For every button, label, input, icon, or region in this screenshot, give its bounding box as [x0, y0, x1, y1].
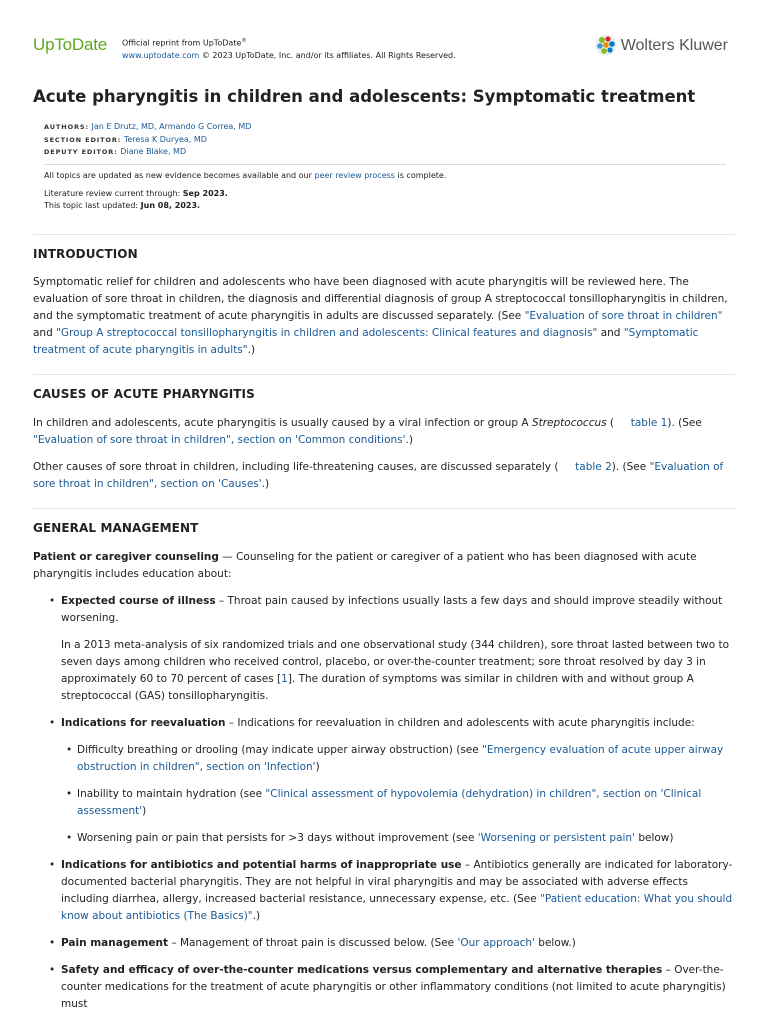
section-editor-row: [44, 134, 726, 147]
bullet: •: [66, 744, 73, 756]
uptodate-logo[interactable]: UpToDate: [33, 35, 107, 54]
lit-review-date: Sep 2023.: [182, 189, 228, 198]
antibiotics-education-link[interactable]: "Patient education: What you should know about antibiotics (The Basics)": [61, 893, 733, 922]
bullet: •: [66, 832, 73, 844]
intro-and: and: [33, 327, 57, 339]
causes-mid: ). (See: [667, 417, 702, 429]
hypovolemia-link[interactable]: "Clinical assessment of hypovolemia (dehydration) in children", section on 'Clinical assessment': [77, 788, 702, 817]
sub-end: ): [142, 805, 147, 817]
intro-end: .): [247, 344, 256, 356]
item-title: Safety and efficacy of over-the-counter medications versus complementary and alternative therapies: [61, 964, 663, 976]
general-management-heading: GENERAL MANAGEMENT: [33, 521, 199, 535]
item-end: .): [252, 910, 261, 922]
list-item: [33, 715, 735, 847]
publisher-logo[interactable]: [595, 34, 728, 56]
intro-link-adults[interactable]: "Symptomatic treatment of acute pharyngitis in adults": [33, 327, 699, 356]
update-note-text: All topics are updated as new evidence becomes available and our: [44, 170, 315, 180]
counseling-text: — Counseling for the patient or caregiver of a patient who has been diagnosed with acute pharyngitis includes education about:: [33, 551, 697, 580]
intro-text: Symptomatic relief for children and adolescents who have been diagnosed with acute pharyngitis will be reviewed here. The evaluation of sore throat in children, the diagnosis and differential diagnosis of group A streptococcal tonsillopharyngitis in children, and the symptomatic treatment of acute pharyngitis in adults are discussed separately. (See: [33, 276, 728, 322]
sub-list-item: [61, 830, 735, 847]
causes-link-common[interactable]: "Evaluation of sore throat in children", section on 'Common conditions': [33, 434, 406, 446]
item-title: Indications for reevaluation: [61, 717, 226, 729]
meta-text-end: ]. The duration of symptoms was similar in children with and without group A streptococcal (GAS) tonsillopharyngitis.: [61, 673, 694, 702]
site-link[interactable]: www.uptodate.com: [122, 50, 200, 60]
reference-link[interactable]: 1: [281, 673, 288, 685]
causes-paren: (: [606, 417, 615, 429]
sub-list-item: [61, 742, 735, 776]
deputy-editor-label: DEPUTY EDITOR:: [44, 148, 118, 156]
counseling-title: Patient or caregiver counseling: [33, 551, 219, 563]
page-title: Acute pharyngitis in children and adolescents: Symptomatic treatment: [33, 87, 696, 106]
lit-review-label: Literature review current through:: [44, 189, 183, 198]
list-item: [33, 857, 735, 925]
intro-link-sore-throat[interactable]: "Evaluation of sore throat in children": [524, 310, 723, 322]
section-divider: [33, 234, 735, 235]
item-text: – Indications for reevaluation in children and adolescents with acute pharyngitis include:: [225, 717, 695, 729]
causes-paragraph-1: [33, 415, 735, 449]
deputy-editor-link[interactable]: Diane Blake, MD: [120, 147, 187, 156]
causes-mid-2: ). (See: [611, 461, 650, 473]
bullet: •: [49, 717, 56, 729]
reprint-line: Official reprint from UpToDate: [122, 38, 242, 48]
update-note: [44, 170, 726, 182]
bullet: •: [66, 788, 73, 800]
authors-label: AUTHORS:: [44, 123, 89, 131]
item-text: – Antibiotics generally are indicated for laboratory-documented bacterial pharyngitis. They are not helpful in viral pharyngitis and may be associated with adverse effects including diarrhea, allergy, increased bacterial resistance, unnecessary expense, etc. (See: [61, 859, 733, 905]
table-1-link[interactable]: table 1: [630, 417, 668, 429]
list-item: [33, 593, 735, 705]
section-divider: [33, 374, 735, 375]
bullet: •: [49, 859, 56, 871]
reprint-notice: [122, 35, 456, 62]
list-item: [33, 962, 735, 1013]
section-editor-label: SECTION EDITOR:: [44, 135, 122, 144]
item-text: – Throat pain caused by infections usually lasts a few days and should improve steadily without worsening.: [61, 595, 723, 624]
item-text: – Over-the-counter medications for the treatment of acute pharyngitis or other inflammatory conditions (not limited to acute pharyngitis) must: [61, 964, 726, 1010]
our-approach-link[interactable]: 'Our approach': [457, 937, 535, 949]
sub-end: ): [315, 761, 320, 773]
last-updated-date: Jun 08, 2023.: [140, 200, 201, 210]
causes-text: In children and adolescents, acute pharyngitis is usually caused by a viral infection or group A: [33, 417, 532, 429]
item-end: below.): [534, 937, 576, 949]
list-item: [33, 935, 735, 952]
causes-end-2: .): [261, 478, 270, 490]
publisher-name: Wolters Kluwer: [620, 36, 728, 54]
wolters-kluwer-globe-icon: [595, 34, 617, 56]
authors-block: [44, 121, 726, 211]
item-title: Pain management: [61, 937, 169, 949]
last-updated-row: [44, 200, 726, 212]
streptococcus-term: Streptococcus: [531, 417, 607, 429]
meta-analysis-paragraph: [61, 637, 735, 705]
bullet: •: [49, 937, 56, 949]
intro-and: and: [597, 327, 624, 339]
peer-review-link[interactable]: peer review process: [314, 170, 395, 180]
airway-obstruction-link[interactable]: "Emergency evaluation of acute upper airway obstruction in children", section on 'Infection': [77, 744, 724, 773]
introduction-heading: INTRODUCTION: [33, 247, 138, 261]
sub-list-item: [61, 786, 735, 820]
introduction-paragraph: [33, 274, 735, 359]
sub-text: Worsening pain or pain that persists for >3 days without improvement (see: [77, 832, 478, 844]
authors-divider: [44, 164, 726, 165]
page-header: [33, 34, 728, 64]
section-divider: [33, 508, 735, 509]
causes-end: .): [405, 434, 413, 446]
causes-text-2: Other causes of sore throat in children, including life-threatening causes, are discussed separately (: [33, 461, 559, 473]
bullet: •: [49, 964, 56, 976]
item-title: Indications for antibiotics and potential harms of inappropriate use: [61, 859, 462, 871]
meta-text: In a 2013 meta-analysis of six randomized trials and one observational study (344 children), sore throat lasted between two to seven days among children who received control, placebo, or over-the-counter treatment; sore throat resolved by day 3 in approximately 60 to 70 percent of cases [: [61, 639, 730, 685]
item-title: Expected course of illness: [61, 595, 216, 607]
update-note-end: is complete.: [394, 170, 447, 180]
bullet: •: [49, 595, 56, 607]
reevaluation-sublist: [61, 742, 735, 847]
causes-paragraph-2: [33, 459, 735, 493]
counseling-paragraph: [33, 549, 735, 583]
item-text: – Management of throat pain is discussed below. (See: [168, 937, 458, 949]
sub-end: below): [634, 832, 674, 844]
authors-row: [44, 121, 726, 134]
copyright-text: © 2023 UpToDate, Inc. and/or its affiliates. All Rights Reserved.: [199, 50, 456, 60]
worsening-pain-link[interactable]: 'Worsening or persistent pain': [477, 832, 635, 844]
counseling-list: [33, 593, 735, 1023]
last-updated-label: This topic last updated:: [44, 200, 141, 210]
section-editor-link[interactable]: Teresa K Duryea, MD: [123, 134, 207, 144]
causes-link-causes[interactable]: "Evaluation of sore throat in children", section on 'Causes': [33, 461, 724, 490]
sub-text: Difficulty breathing or drooling (may indicate upper airway obstruction) (see: [77, 744, 483, 756]
authors-link[interactable]: Jan E Drutz, MD, Armando G Correa, MD: [91, 122, 252, 131]
causes-heading: CAUSES OF ACUTE PHARYNGITIS: [33, 387, 255, 401]
lit-review-row: [44, 188, 726, 200]
registered-mark: ®: [241, 38, 247, 44]
intro-link-group-a[interactable]: "Group A streptococcal tonsillopharyngitis in children and adolescents: Clinical features and diagnosis": [56, 327, 598, 339]
table-2-link[interactable]: table 2: [575, 461, 612, 473]
deputy-editor-row: [44, 146, 726, 159]
sub-text: Inability to maintain hydration (see: [77, 788, 266, 800]
